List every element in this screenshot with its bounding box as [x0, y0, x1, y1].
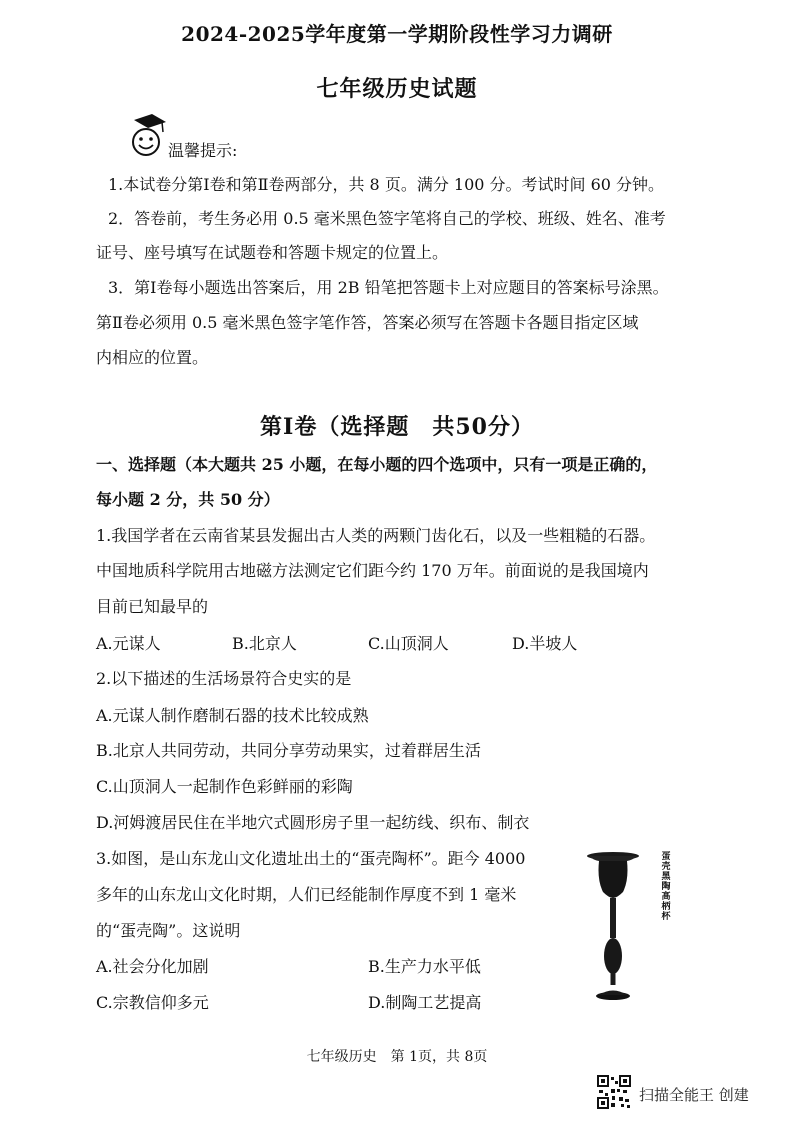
- tip-line: 第Ⅱ卷必须用 0.5 毫米黑色签字笔作答，答案必须写在答题卡各题目指定区域: [96, 313, 639, 332]
- option-d: D.半坡人: [512, 634, 578, 653]
- option-a: A.元谋人制作磨制石器的技术比较成熟: [96, 706, 369, 725]
- page-footer: 七年级历史 第 1页，共 8页: [306, 1049, 488, 1065]
- question-stem: 3.如图，是山东龙山文化遗址出土的“蛋壳陶杯”。距今 4000: [96, 849, 526, 868]
- eggshell-cup-figure: [585, 848, 675, 1008]
- option-a: A.元谋人: [96, 634, 161, 653]
- option-c: C.宗教信仰多元: [96, 993, 209, 1012]
- q1-options: [96, 631, 577, 654]
- q3-options-row2: [96, 990, 481, 1013]
- tip-line: 1.本试卷分第Ⅰ卷和第Ⅱ卷两部分，共 8 页。满分 100 分。考试时间 60 分钟。: [108, 175, 665, 194]
- option-b: B.生产力水平低: [368, 957, 481, 976]
- tip-line: 证号、座号填写在试题卷和答题卡规定的位置上。: [96, 243, 449, 262]
- tip-line: 内相应的位置。: [96, 348, 209, 367]
- qr-code-icon: [597, 1075, 631, 1109]
- q3-options-row1: [96, 954, 481, 977]
- section-title: 第Ⅰ卷（选择题 共50分）: [260, 414, 534, 440]
- exam-subtitle: 七年级历史试题: [316, 76, 478, 102]
- section-instructions: 一、选择题（本大题共 25 小题，在每小题的四个选项中，只有一项是正确的，: [96, 455, 658, 474]
- question-stem: 中国地质科学院用古地磁方法测定它们距今约 170 万年。前面说的是我国境内: [96, 561, 649, 580]
- question-stem: 2.以下描述的生活场景符合史实的是: [96, 669, 352, 688]
- tips-label: 温馨提示:: [168, 141, 238, 160]
- option-c: C.山顶洞人一起制作色彩鲜丽的彩陶: [96, 777, 353, 796]
- option-a: A.社会分化加剧: [96, 957, 209, 976]
- exam-title: 2024-2025学年度第一学期阶段性学习力调研: [181, 22, 613, 46]
- figure-caption: 蛋壳黑陶高柄杯: [661, 852, 671, 922]
- question-stem: 多年的山东龙山文化时期，人们已经能制作厚度不到 1 毫米: [96, 885, 517, 904]
- watermark-text: 扫描全能王 创建: [639, 1086, 749, 1104]
- option-d: D.河姆渡居民住在半地穴式圆形房子里一起纺线、织布、制衣: [96, 813, 530, 832]
- option-c: C.山顶洞人: [368, 634, 449, 653]
- section-instructions: 每小题 2 分，共 50 分）: [96, 490, 280, 509]
- tip-line: 2．答卷前，考生务必用 0.5 毫米黑色签字笔将自己的学校、班级、姓名、准考: [108, 209, 666, 228]
- option-d: D.制陶工艺提高: [368, 993, 482, 1012]
- question-stem: 1.我国学者在云南省某县发掘出古人类的两颗门齿化石，以及一些粗糙的石器。: [96, 526, 656, 545]
- question-stem: 目前已知最早的: [96, 597, 209, 616]
- option-b: B.北京人: [232, 634, 297, 653]
- option-b: B.北京人共同劳动，共同分享劳动果实，过着群居生活: [96, 741, 481, 760]
- tip-line: 3．第Ⅰ卷每小题选出答案后，用 2B 铅笔把答题卡上对应题目的答案标号涂黑。: [108, 278, 669, 297]
- question-stem: 的“蛋壳陶”。这说明: [96, 921, 241, 940]
- graduate-smiley-icon: [128, 112, 168, 158]
